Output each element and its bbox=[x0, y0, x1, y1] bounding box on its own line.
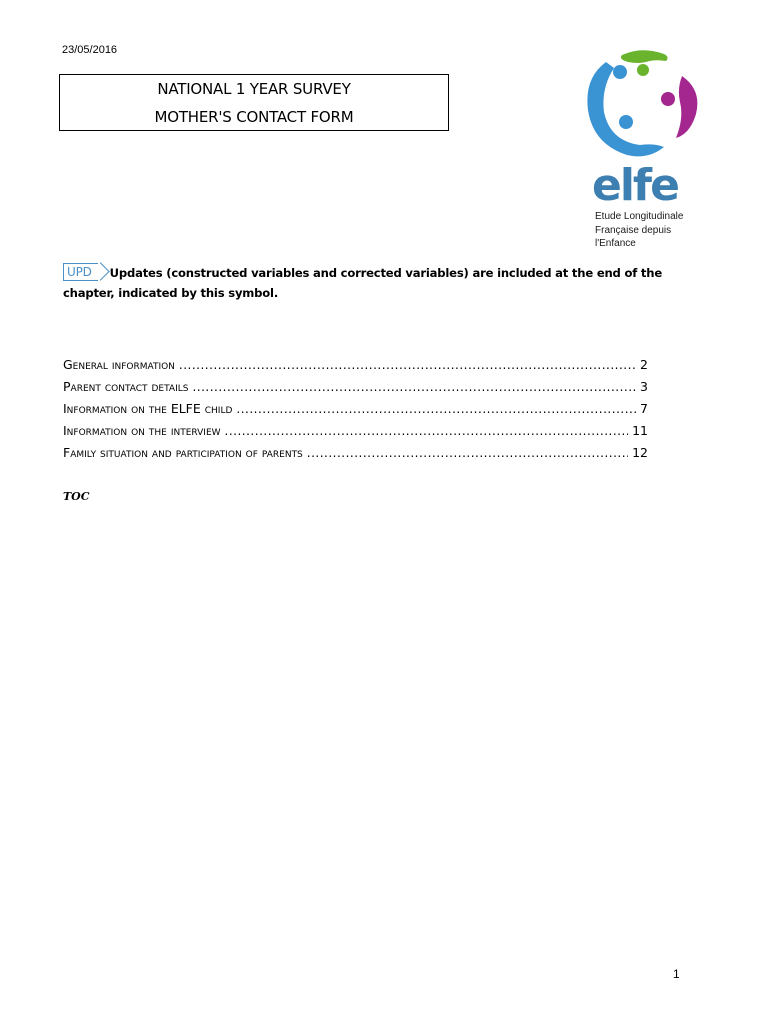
logo-wordmark: elfe bbox=[592, 160, 678, 211]
update-note-text: Updates (constructed variables and corrected variables) are included at the end of the chapter, indicated by this symbol. bbox=[63, 266, 662, 300]
toc-entry-title: Parent contact details bbox=[63, 379, 189, 394]
toc-leader-dots bbox=[307, 443, 628, 464]
table-of-contents bbox=[63, 354, 648, 464]
toc-leader-dots bbox=[236, 399, 636, 420]
logo-subtitle-line: Etude Longitudinale bbox=[595, 211, 684, 222]
logo-purple-dot bbox=[661, 92, 675, 106]
form-title: MOTHER'S CONTACT FORM bbox=[154, 107, 354, 126]
toc-entry[interactable] bbox=[63, 420, 648, 442]
elfe-logo bbox=[580, 44, 710, 252]
logo-blue-small-dot bbox=[619, 115, 633, 129]
page-number: 1 bbox=[673, 967, 680, 981]
logo-blue-dot bbox=[613, 65, 627, 79]
document-title-box bbox=[59, 74, 449, 131]
elfe-logo-icon bbox=[580, 44, 710, 164]
upd-tag-icon: UPD bbox=[63, 263, 98, 281]
logo-green-shape bbox=[621, 50, 668, 63]
logo-purple-shape bbox=[676, 76, 697, 138]
toc-entry[interactable] bbox=[63, 354, 648, 376]
survey-title: NATIONAL 1 YEAR SURVEY bbox=[157, 79, 351, 98]
toc-field-code: TOC bbox=[63, 490, 90, 503]
toc-entry-page: 3 bbox=[640, 379, 648, 394]
logo-blue-shape bbox=[587, 62, 664, 156]
logo-subtitle-line: l'Enfance bbox=[595, 238, 636, 249]
toc-entry-page: 7 bbox=[640, 401, 648, 416]
toc-leader-dots bbox=[192, 377, 636, 398]
toc-entry-page: 12 bbox=[632, 445, 648, 460]
toc-leader-dots bbox=[179, 355, 636, 376]
update-note bbox=[63, 263, 683, 303]
toc-entry-title: Family situation and participation of parents bbox=[63, 445, 303, 460]
toc-entry[interactable] bbox=[63, 398, 648, 420]
toc-leader-dots bbox=[225, 421, 629, 442]
toc-entry-title: Information on the ELFE child bbox=[63, 401, 233, 416]
toc-entry-title: Information on the interview bbox=[63, 423, 221, 438]
toc-entry-page: 11 bbox=[632, 423, 648, 438]
toc-entry[interactable] bbox=[63, 442, 648, 464]
toc-entry-page: 2 bbox=[640, 357, 648, 372]
toc-entry[interactable] bbox=[63, 376, 648, 398]
toc-entry-title: General information bbox=[63, 357, 175, 372]
logo-subtitle-line: Française depuis bbox=[595, 224, 672, 236]
logo-subtitle bbox=[595, 210, 683, 251]
document-date: 23/05/2016 bbox=[62, 44, 118, 56]
logo-green-dot bbox=[637, 64, 649, 76]
